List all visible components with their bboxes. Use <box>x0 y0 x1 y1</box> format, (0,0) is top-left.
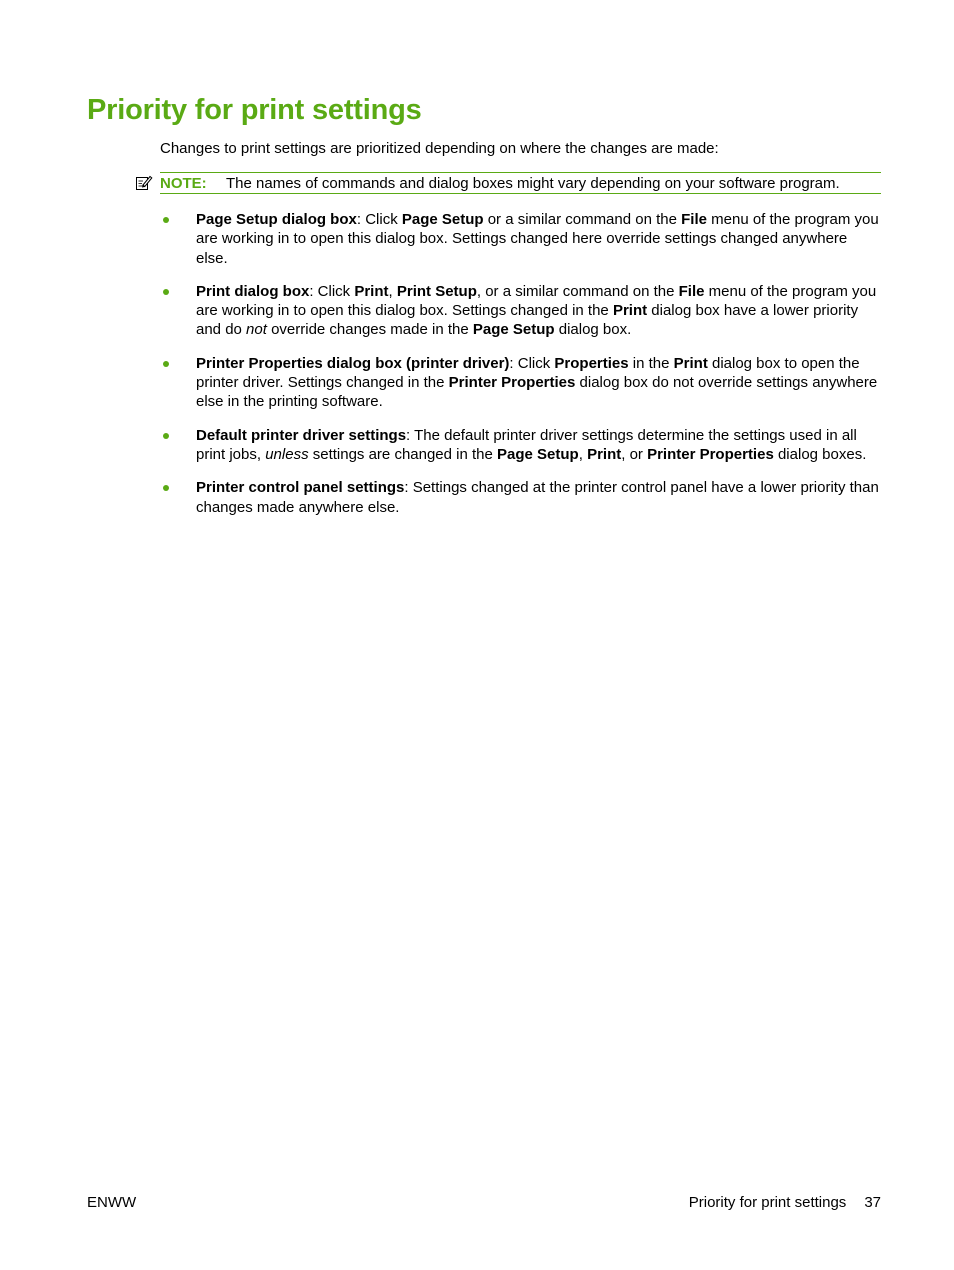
item-bold: Printer Properties <box>647 445 774 463</box>
item-bold: Printer Properties <box>448 374 576 392</box>
item-term: Default printer driver settings <box>196 426 407 444</box>
item-text: : Click <box>356 211 402 228</box>
item-text: dialog box do not override settings anywhere else in the printing software. <box>196 374 878 411</box>
item-term: Printer Properties dialog box (printer driver) <box>196 354 510 372</box>
item-text: : Click <box>509 354 555 372</box>
list-item-printer-properties <box>160 354 882 412</box>
item-text: , <box>578 445 588 463</box>
footer-left: ENWW <box>87 1194 137 1211</box>
bullet-icon <box>163 433 169 439</box>
item-text: menu of the program you are working in to open this dialog box. Settings changed here override settings changed anywhere else. <box>196 211 879 267</box>
item-text: dialog box have a lower priority and do <box>196 302 859 339</box>
priority-list <box>160 210 882 531</box>
item-bold: File <box>678 282 705 300</box>
item-text: settings are changed in the <box>308 445 498 463</box>
item-text: , or <box>621 445 648 463</box>
item-text: , <box>388 282 397 300</box>
bullet-icon <box>163 361 169 367</box>
list-item-page-setup <box>160 210 882 268</box>
item-text: : Click <box>309 282 355 300</box>
footer-right <box>689 1193 881 1212</box>
item-bold: Print Setup <box>396 282 477 300</box>
item-italic: unless <box>265 445 309 463</box>
bullet-icon <box>163 217 169 223</box>
item-text: dialog boxes. <box>773 445 867 463</box>
list-item-control-panel <box>160 478 882 517</box>
list-item-print-dialog <box>160 282 882 340</box>
item-bold: File <box>681 211 707 228</box>
item-text: menu of the program you are working in to open this dialog box. Settings changed in the <box>196 282 877 320</box>
note-label: NOTE: <box>160 175 207 192</box>
item-text: : The default printer driver settings determine the settings used in all print jobs, <box>196 426 857 463</box>
bullet-icon <box>163 289 169 295</box>
item-bold: Page Setup <box>472 321 555 339</box>
page-number: 37 <box>864 1194 881 1211</box>
item-text: override changes made in the <box>266 321 473 339</box>
list-item-default-driver <box>160 426 882 465</box>
item-bold: Page Setup <box>401 211 484 228</box>
item-text: in the <box>628 354 674 372</box>
item-term: Print dialog box <box>196 282 310 300</box>
item-bold: Print <box>673 354 708 372</box>
note-box <box>160 172 881 194</box>
item-text: dialog box to open the printer driver. Settings changed in the <box>196 354 860 392</box>
item-bold: Print <box>587 445 622 463</box>
item-bold: Page Setup <box>497 445 579 463</box>
item-text: or a similar command on the <box>483 211 682 228</box>
intro-paragraph: Changes to print settings are prioritized depending on where the changes are made: <box>160 140 719 157</box>
page-title: Priority for print settings <box>87 94 422 126</box>
note-pencil-icon <box>135 174 153 192</box>
item-bold: Properties <box>554 354 629 372</box>
note-text: The names of commands and dialog boxes might vary depending on your software program. <box>226 175 840 192</box>
item-italic: not <box>246 321 267 339</box>
item-bold: Print <box>354 282 389 300</box>
item-text: : Settings changed at the printer control panel have a lower priority than changes made anywhere else. <box>196 479 879 516</box>
footer-section-title: Priority for print settings <box>688 1194 847 1211</box>
bullet-icon <box>163 485 169 491</box>
item-text: dialog box. <box>554 321 632 339</box>
item-term: Page Setup dialog box <box>196 211 357 228</box>
item-text: , or a similar command on the <box>476 282 679 300</box>
item-term: Printer control panel settings <box>196 479 405 497</box>
item-bold: Print <box>612 302 648 320</box>
